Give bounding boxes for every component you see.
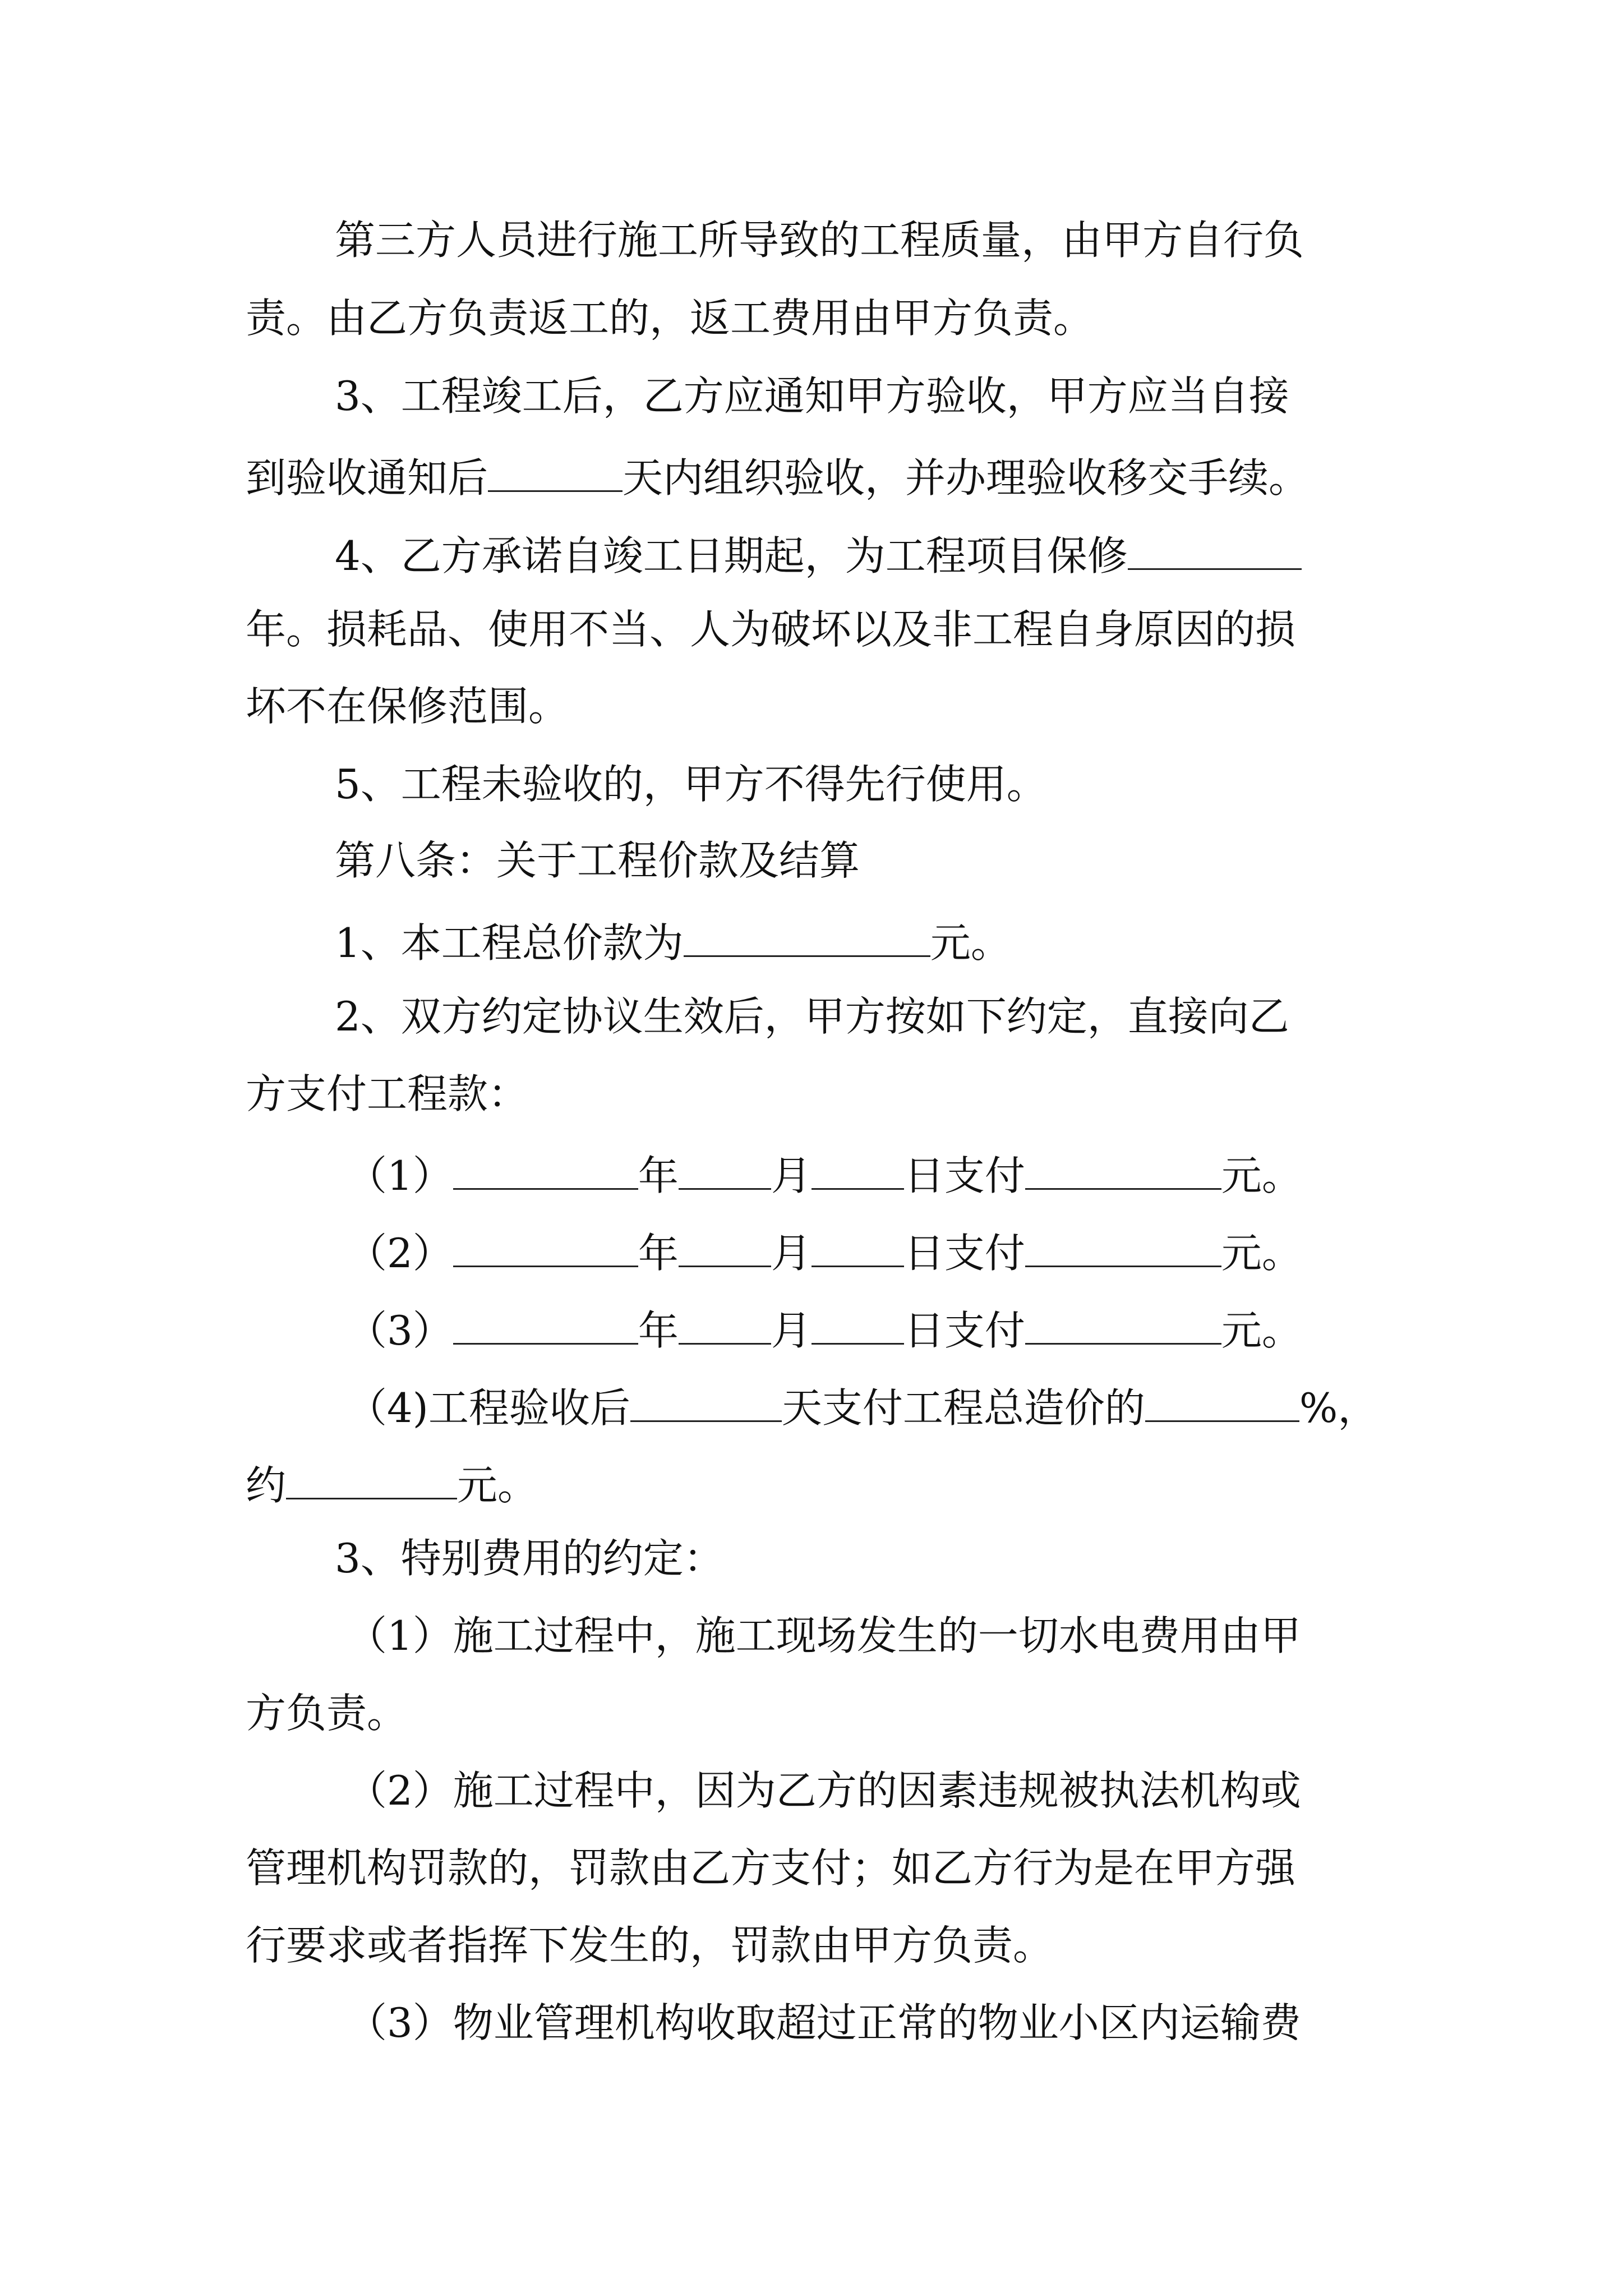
paragraph-line: [246, 1844, 1296, 1893]
paragraph-line: [246, 1690, 408, 1738]
section-heading: [335, 837, 860, 885]
text: 元。: [1221, 1230, 1302, 1277]
paragraph-line: [335, 761, 1047, 809]
text: 4、乙方承诺自竣工日期起，为工程项目保修: [335, 532, 1128, 579]
text: 日支付: [903, 1152, 1025, 1199]
text: 月: [771, 1230, 811, 1277]
text: 月: [771, 1152, 811, 1199]
paragraph-line: [335, 372, 1289, 421]
payment-line: [347, 1228, 1302, 1277]
text: 第八条：关于工程价款及结算: [335, 837, 860, 884]
text: 5、工程未验收的，甲方不得先行使用。: [335, 761, 1047, 808]
text: 日支付: [903, 1307, 1025, 1354]
text: 年: [638, 1230, 679, 1277]
blank-field: [679, 1228, 771, 1267]
text: 到验收通知后: [246, 454, 488, 501]
paragraph-line: [335, 993, 1289, 1041]
blank-field: [1025, 1151, 1221, 1190]
blank-field: [453, 1151, 638, 1190]
text: 月: [771, 1307, 811, 1354]
paragraph-line: [347, 1612, 1301, 1660]
text: 2、双方约定协议生效后，甲方按如下约定，直接向乙: [335, 993, 1289, 1040]
text: 责。由乙方负责返工的，返工费用由甲方负责。: [246, 295, 1094, 342]
text: 1、本工程总价款为: [335, 919, 684, 967]
text: 方负责。: [246, 1690, 408, 1737]
text: 第三方人员进行施工所导致的工程质量，由甲方自行负: [335, 217, 1304, 264]
text: 方支付工程款：: [246, 1070, 529, 1117]
text: （2）施工过程中，因为乙方的因素违规被执法机构或: [347, 1767, 1301, 1814]
blank-field: [684, 918, 930, 957]
blank-field: [453, 1306, 638, 1345]
paragraph-line: [246, 295, 1094, 343]
payment-line: [347, 1306, 1302, 1354]
blank-field: [286, 1461, 457, 1499]
blank-field: [1025, 1306, 1221, 1345]
text: 年: [638, 1307, 679, 1354]
paragraph-line: [246, 683, 569, 731]
text: 年。损耗品、使用不当、人为破坏以及非工程自身原因的损: [246, 606, 1296, 653]
paragraph-line: [347, 1767, 1301, 1815]
blank-field: [1128, 531, 1302, 570]
text: 元。: [1221, 1307, 1302, 1354]
paragraph-line: [335, 1535, 724, 1583]
blank-field: [1145, 1383, 1299, 1422]
text: 约: [246, 1462, 287, 1509]
paragraph-line: [335, 217, 1304, 265]
text: 3、工程竣工后，乙方应通知甲方验收，甲方应当自接: [335, 372, 1289, 420]
blank-field: [811, 1151, 904, 1190]
text: 元。: [930, 919, 1011, 967]
blank-field: [1025, 1228, 1221, 1267]
text: （4)工程验收后: [347, 1384, 630, 1432]
blank-field: [679, 1306, 771, 1345]
text: 管理机构罚款的，罚款由乙方支付；如乙方行为是在甲方强: [246, 1844, 1296, 1892]
text: （3）物业管理机构收取超过正常的物业小区内运输费: [347, 1999, 1301, 2046]
text: （1）: [347, 1152, 453, 1199]
payment-line: [347, 1151, 1302, 1199]
blank-field: [811, 1228, 904, 1267]
paragraph-line: [335, 531, 1302, 579]
text: （2）: [347, 1230, 453, 1277]
text: 行要求或者指挥下发生的，罚款由甲方负责。: [246, 1922, 1054, 1969]
text: 天支付工程总造价的: [781, 1384, 1145, 1432]
text: （3）: [347, 1307, 453, 1354]
text: 3、特别费用的约定：: [335, 1535, 724, 1582]
paragraph-line: [246, 1461, 538, 1509]
paragraph-line: [347, 1383, 1378, 1432]
blank-field: [811, 1306, 904, 1345]
paragraph-line: [246, 1922, 1054, 1970]
text: 元。: [457, 1462, 538, 1509]
text: 元。: [1221, 1152, 1302, 1199]
text: 坏不在保修范围。: [246, 683, 569, 730]
blank-field: [488, 453, 623, 492]
paragraph-line: [246, 453, 1310, 501]
paragraph-line: [246, 1070, 529, 1119]
text: （1）施工过程中，施工现场发生的一切水电费用由甲: [347, 1612, 1301, 1659]
text: %，: [1299, 1384, 1378, 1432]
blank-field: [630, 1383, 782, 1422]
text: 年: [638, 1152, 679, 1199]
text: 天内组织验收，并办理验收移交手续。: [623, 454, 1310, 501]
blank-field: [453, 1228, 638, 1267]
text: 日支付: [903, 1230, 1025, 1277]
paragraph-line: [246, 606, 1296, 654]
blank-field: [679, 1151, 771, 1190]
paragraph-line: [347, 1999, 1301, 2047]
paragraph-line: [335, 918, 1011, 967]
